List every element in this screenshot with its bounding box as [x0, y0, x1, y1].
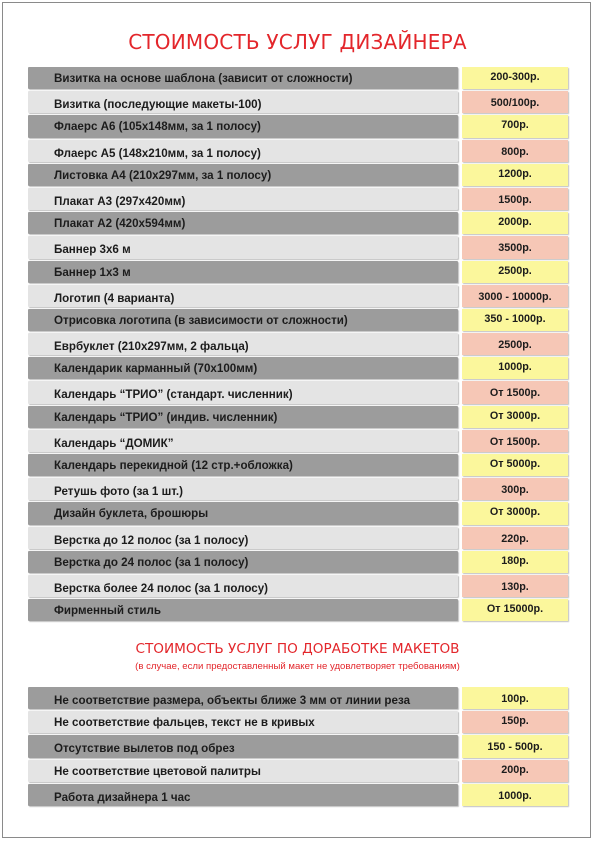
service-price: 700р. [462, 115, 568, 137]
price-row [28, 381, 568, 405]
service-price: От 1500р. [462, 430, 568, 452]
services-price-table [28, 67, 568, 623]
rework-section-note: (в случае, если предоставленный макет не удовлетворяет требованиям) [135, 661, 460, 672]
service-price: 1500р. [462, 188, 568, 210]
price-row [28, 478, 568, 502]
price-row [28, 406, 568, 430]
rework-price-table [28, 687, 568, 808]
service-price: 150р. [462, 711, 568, 733]
price-row [28, 575, 568, 599]
service-name: Фирменный стиль [28, 599, 458, 621]
service-price: 1000р. [462, 784, 568, 806]
service-price: 300р. [462, 478, 568, 500]
price-row [28, 551, 568, 575]
price-row [28, 357, 568, 381]
service-name: Визитка (последующие макеты-100) [28, 91, 458, 113]
service-price: 220р. [462, 527, 568, 549]
service-price: 180р. [462, 551, 568, 573]
service-price: От 3000р. [462, 502, 568, 524]
service-name: Верстка до 12 полос (за 1 полосу) [28, 527, 458, 549]
service-name: Верстка более 24 полос (за 1 полосу) [28, 575, 458, 597]
price-row [28, 527, 568, 551]
service-price: 150 - 500р. [462, 735, 568, 757]
service-price: От 1500р. [462, 381, 568, 403]
price-row [28, 784, 568, 808]
price-row [28, 309, 568, 333]
service-name: Дизайн буклета, брошюры [28, 502, 458, 524]
service-price: 130р. [462, 575, 568, 597]
service-name: Баннер 1х3 м [28, 261, 458, 283]
service-price: 200р. [462, 760, 568, 782]
price-row [28, 687, 568, 711]
service-name: Работа дизайнера 1 час [28, 784, 458, 806]
service-price: От 15000р. [462, 599, 568, 621]
price-row [28, 735, 568, 759]
service-price: 1000р. [462, 357, 568, 379]
service-price: 350 - 1000р. [462, 309, 568, 331]
service-name: Листовка А4 (210х297мм, за 1 полосу) [28, 164, 458, 186]
service-name: Не соответствие размера, объекты ближе 3 мм от линии реза [28, 687, 458, 709]
price-row [28, 711, 568, 735]
service-name: Баннер 3х6 м [28, 236, 458, 258]
service-name: Логотип (4 варианта) [28, 285, 458, 307]
service-price: 500/100р. [462, 91, 568, 113]
service-name: Календарь “ТРИО” (индив. численник) [28, 406, 458, 428]
price-row [28, 67, 568, 91]
service-price: 3500р. [462, 236, 568, 258]
service-name: Календарик карманный (70х100мм) [28, 357, 458, 379]
service-price: От 3000р. [462, 406, 568, 428]
price-row [28, 760, 568, 784]
price-row [28, 115, 568, 139]
service-name: Не соответствие цветовой палитры [28, 760, 458, 782]
rework-section-title: СТОИМОСТЬ УСЛУГ ПО ДОРАБОТКЕ МАКЕТОВ [135, 641, 460, 657]
price-row [28, 599, 568, 623]
service-name: Еврбуклет (210х297мм, 2 фальца) [28, 333, 458, 355]
price-row [28, 91, 568, 115]
price-row [28, 502, 568, 526]
service-name: Не соответствие фальцев, текст не в кривых [28, 711, 458, 733]
price-row [28, 188, 568, 212]
service-name: Отсутствие вылетов под обрез [28, 735, 458, 757]
price-row [28, 333, 568, 357]
price-row [28, 285, 568, 309]
service-price: 100р. [462, 687, 568, 709]
service-price: 2000р. [462, 212, 568, 234]
service-name: Флаерс А5 (148х210мм, за 1 полосу) [28, 140, 458, 162]
service-name: Календарь “ДОМИК” [28, 430, 458, 452]
price-row [28, 212, 568, 236]
price-row [28, 140, 568, 164]
service-name: Календарь “ТРИО” (стандарт. численник) [28, 381, 458, 403]
price-row [28, 236, 568, 260]
price-row [28, 164, 568, 188]
service-price: 200-300р. [462, 67, 568, 89]
price-row [28, 454, 568, 478]
price-row [28, 261, 568, 285]
service-name: Календарь перекидной (12 стр.+обложка) [28, 454, 458, 476]
service-name: Визитка на основе шаблона (зависит от сложности) [28, 67, 458, 89]
service-name: Ретушь фото (за 1 шт.) [28, 478, 458, 500]
service-price: 3000 - 10000р. [462, 285, 568, 307]
service-price: 2500р. [462, 333, 568, 355]
service-name: Верстка до 24 полос (за 1 полосу) [28, 551, 458, 573]
service-name: Плакат А3 (297х420мм) [28, 188, 458, 210]
page-title: СТОИМОСТЬ УСЛУГ ДИЗАЙНЕРА [128, 30, 467, 54]
service-name: Плакат А2 (420х594мм) [28, 212, 458, 234]
price-row [28, 430, 568, 454]
service-price: 1200р. [462, 164, 568, 186]
service-name: Флаерс А6 (105х148мм, за 1 полосу) [28, 115, 458, 137]
service-price: 800р. [462, 140, 568, 162]
service-price: 2500р. [462, 261, 568, 283]
service-price: От 5000р. [462, 454, 568, 476]
service-name: Отрисовка логотипа (в зависимости от сложности) [28, 309, 458, 331]
